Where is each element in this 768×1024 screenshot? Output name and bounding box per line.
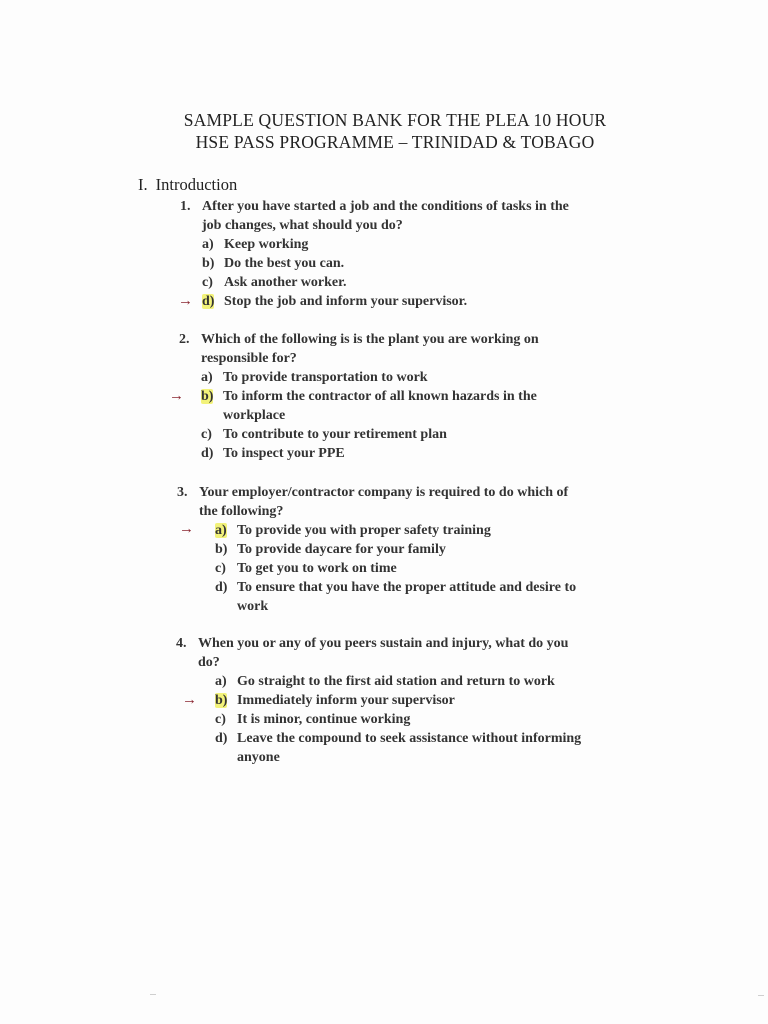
option-text: Ask another worker. <box>224 275 347 290</box>
option-text: To inform the contractor of all known hazards in the <box>223 389 537 404</box>
option-letter <box>215 691 237 710</box>
question-text: job changes, what should you do? <box>202 218 403 233</box>
option-list <box>178 235 569 311</box>
option-letter: a) <box>201 370 213 385</box>
option-text-continuation: anyone <box>237 750 280 765</box>
option-text: To get you to work on time <box>237 561 397 576</box>
option-letter: c) <box>201 427 212 442</box>
option-a <box>201 368 539 387</box>
option-d <box>201 444 539 463</box>
option-d <box>215 729 581 748</box>
question-1 <box>178 197 569 311</box>
option-text: Leave the compound to seek assistance without informing <box>237 731 582 746</box>
option-letter <box>202 292 224 311</box>
option-a-correct <box>179 521 576 540</box>
option-text: Keep working <box>224 237 309 252</box>
option-c <box>201 425 539 444</box>
option-letter: d) <box>215 731 228 746</box>
scan-speck <box>758 995 764 996</box>
option-text: It is minor, continue working <box>237 712 411 727</box>
option-text-continuation: workplace <box>223 408 286 423</box>
option-letter: b) <box>215 542 228 557</box>
answer-arrow-icon: → <box>178 293 193 309</box>
option-list <box>169 368 539 463</box>
question-text: Your employer/contractor company is required to do which of <box>199 485 569 500</box>
option-text: To provide you with proper safety training <box>237 523 491 538</box>
option-d-correct <box>178 292 569 311</box>
answer-highlight: d) <box>202 294 215 309</box>
option-text: Stop the job and inform your supervisor. <box>224 294 468 309</box>
question-3 <box>177 483 577 616</box>
option-c <box>202 273 569 292</box>
question-text-line <box>202 216 569 235</box>
question-text: do? <box>198 655 220 670</box>
option-list <box>182 672 582 767</box>
question-text-line <box>179 330 539 349</box>
answer-arrow-icon: → <box>182 692 197 708</box>
option-letter: b) <box>202 256 215 271</box>
option-letter: d) <box>215 580 228 595</box>
option-text: Immediately inform your supervisor <box>237 693 455 708</box>
section-numeral: I. <box>138 175 148 194</box>
option-a <box>202 235 569 254</box>
scan-speck <box>150 994 156 995</box>
question-text-line <box>180 197 569 216</box>
option-list <box>179 521 577 616</box>
option-b <box>215 540 576 559</box>
question-number: 4. <box>176 636 187 651</box>
section-title: Introduction <box>155 175 238 194</box>
option-text: To ensure that you have the proper attitude and desire to <box>237 580 577 595</box>
question-text-line <box>198 653 581 672</box>
question-text-line <box>201 349 539 368</box>
option-letter: c) <box>202 275 213 290</box>
option-text: To provide daycare for your family <box>237 542 446 557</box>
question-text-line <box>199 502 576 521</box>
question-4 <box>176 634 582 767</box>
question-text: After you have started a job and the conditions of tasks in the <box>202 199 569 214</box>
question-number: 3. <box>177 485 188 500</box>
option-letter: a) <box>202 237 214 252</box>
question-number: 1. <box>180 199 191 214</box>
question-number: 2. <box>179 332 190 347</box>
question-text: responsible for? <box>201 351 297 366</box>
option-letter <box>201 387 223 406</box>
option-text: To inspect your PPE <box>223 446 345 461</box>
document-title-line-2: HSE PASS PROGRAMME – TRINIDAD & TOBAGO <box>195 132 595 152</box>
option-text: To contribute to your retirement plan <box>223 427 447 442</box>
answer-arrow-icon: → <box>169 388 184 404</box>
question-text: When you or any of you peers sustain and injury, what do you <box>198 636 569 651</box>
question-text-line <box>176 634 581 653</box>
answer-highlight: b) <box>201 389 214 404</box>
option-text: To provide transportation to work <box>223 370 428 385</box>
option-letter <box>215 521 237 540</box>
option-text-continuation: work <box>237 599 269 614</box>
option-letter: a) <box>215 674 227 689</box>
option-d <box>215 578 576 597</box>
option-a <box>215 672 581 691</box>
document-title-line-1: SAMPLE QUESTION BANK FOR THE PLEA 10 HOUR <box>183 110 607 130</box>
answer-highlight: b) <box>215 693 228 708</box>
section-heading <box>138 175 237 195</box>
option-c <box>215 710 581 729</box>
option-text: Do the best you can. <box>224 256 345 271</box>
option-letter: c) <box>215 712 226 727</box>
answer-arrow-icon: → <box>179 521 194 537</box>
option-letter: d) <box>201 446 214 461</box>
option-text: Go straight to the first aid station and return to work <box>237 674 555 689</box>
option-b-correct <box>169 387 539 406</box>
question-text: the following? <box>199 504 284 519</box>
option-c <box>215 559 576 578</box>
option-b <box>202 254 569 273</box>
option-b-correct <box>182 691 581 710</box>
option-letter: c) <box>215 561 226 576</box>
question-text: Which of the following is is the plant you are working on <box>201 332 539 347</box>
question-text-line <box>177 483 576 502</box>
question-2 <box>169 330 539 463</box>
answer-highlight: a) <box>215 523 227 538</box>
